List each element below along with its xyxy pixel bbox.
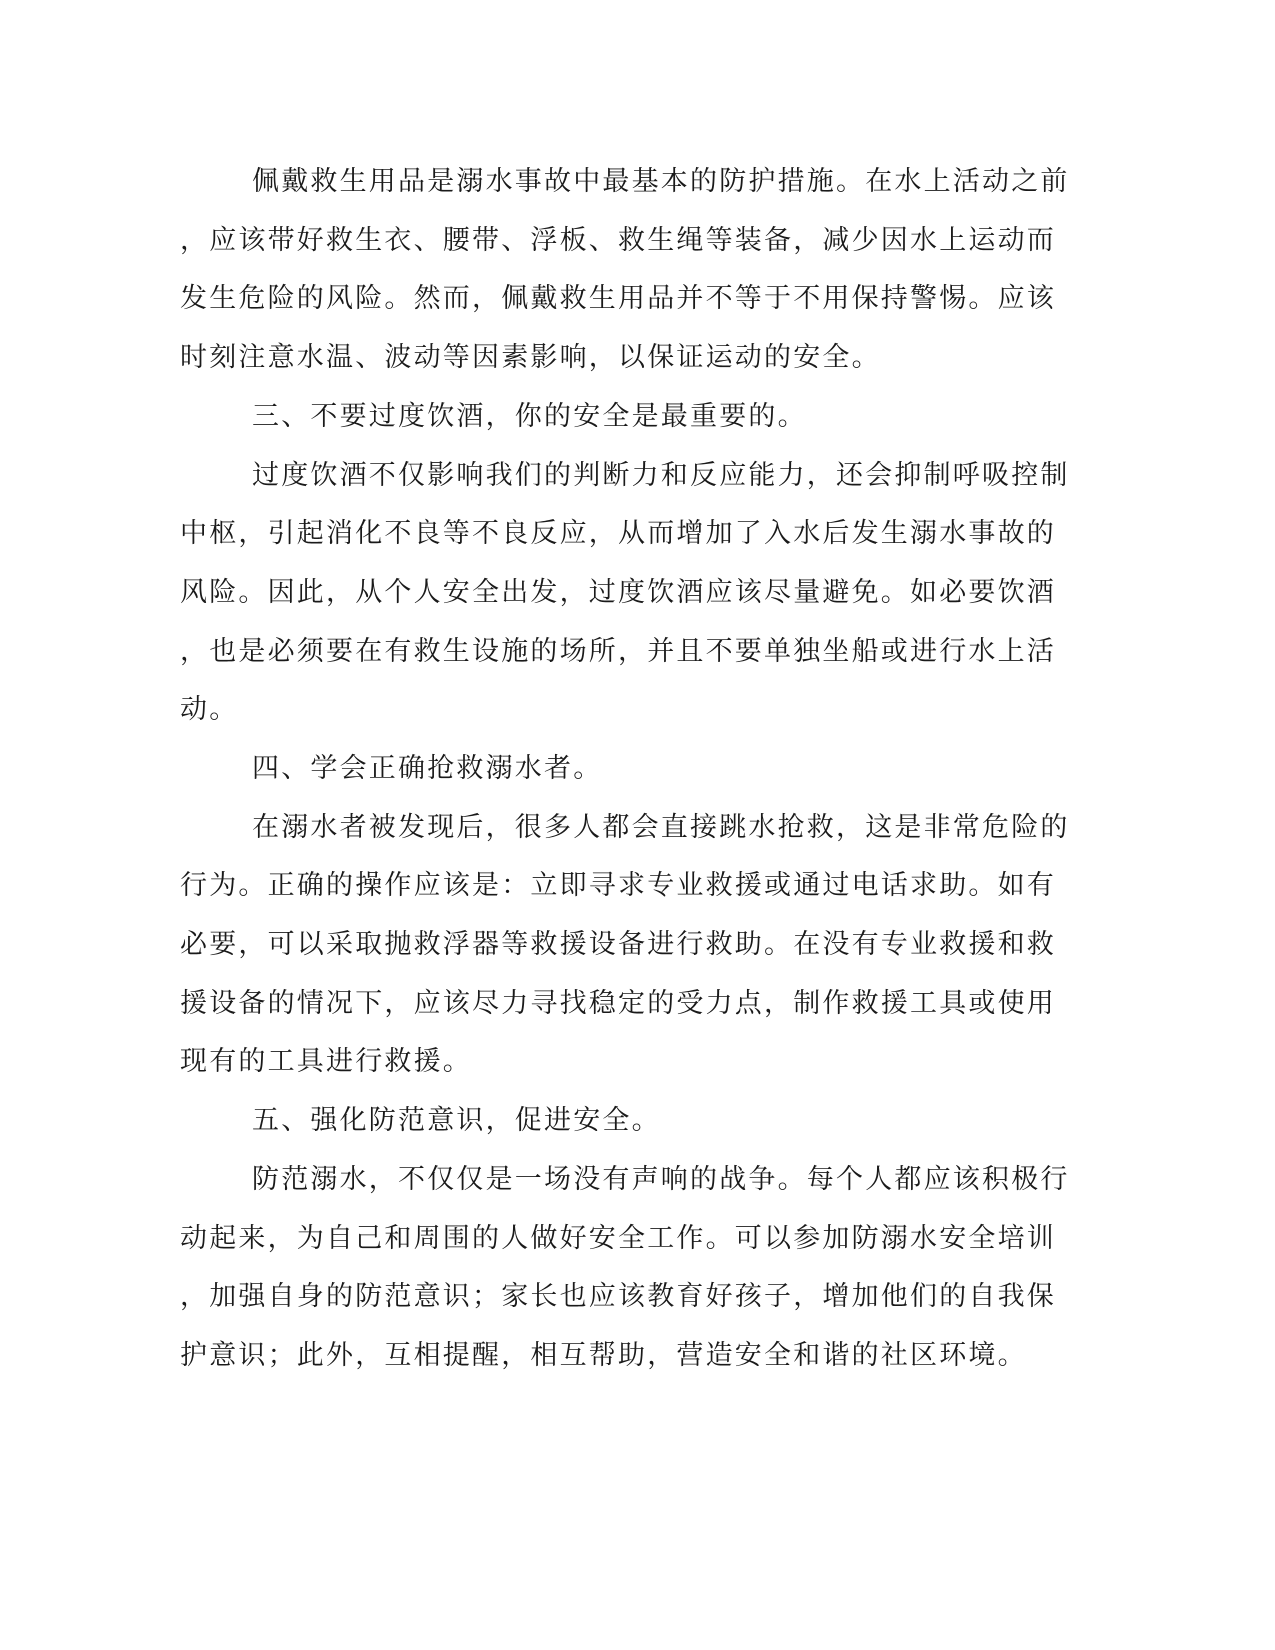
section-heading: 五、强化防范意识，促进安全。: [252, 1105, 661, 1136]
body-line: 护意识；此外，互相提醒，相互帮助，营造安全和谐的社区环境。: [180, 1340, 1027, 1371]
body-line: 佩戴救生用品是溺水事故中最基本的防护措施。在水上活动之前: [252, 166, 1070, 197]
body-line: 必要，可以采取抛救浮器等救援设备进行救助。在没有专业救援和救: [180, 929, 1056, 960]
body-line: ，加强自身的防范意识；家长也应该教育好孩子，增加他们的自我保: [180, 1281, 1056, 1312]
body-line: 行为。正确的操作应该是：立即寻求专业救援或通过电话求助。如有: [180, 870, 1056, 901]
body-line: 发生危险的风险。然而，佩戴救生用品并不等于不用保持警惕。应该: [180, 283, 1056, 314]
body-line: 时刻注意水温、波动等因素影响，以保证运动的安全。: [180, 342, 881, 373]
body-line: 现有的工具进行救援。: [180, 1046, 472, 1077]
body-line: ，也是必须要在有救生设施的场所，并且不要单独坐船或进行水上活: [180, 636, 1056, 667]
body-line: 动。: [180, 694, 239, 725]
body-line: 防范溺水，不仅仅是一场没有声响的战争。每个人都应该积极行: [252, 1164, 1070, 1195]
body-line: 过度饮酒不仅影响我们的判断力和反应能力，还会抑制呼吸控制: [252, 460, 1070, 491]
body-line: 中枢，引起消化不良等不良反应，从而增加了入水后发生溺水事故的: [180, 518, 1056, 549]
body-line: ，应该带好救生衣、腰带、浮板、救生绳等装备，减少因水上运动而: [180, 225, 1056, 256]
body-line: 援设备的情况下，应该尽力寻找稳定的受力点，制作救援工具或使用: [180, 988, 1056, 1019]
body-line: 动起来，为自己和周围的人做好安全工作。可以参加防溺水安全培训: [180, 1223, 1056, 1254]
body-line: 在溺水者被发现后，很多人都会直接跳水抢救，这是非常危险的: [252, 812, 1070, 843]
section-heading: 四、学会正确抢救溺水者。: [252, 753, 603, 784]
body-line: 风险。因此，从个人安全出发，过度饮酒应该尽量避免。如必要饮酒: [180, 577, 1056, 608]
section-heading: 三、不要过度饮酒，你的安全是最重要的。: [252, 401, 807, 432]
